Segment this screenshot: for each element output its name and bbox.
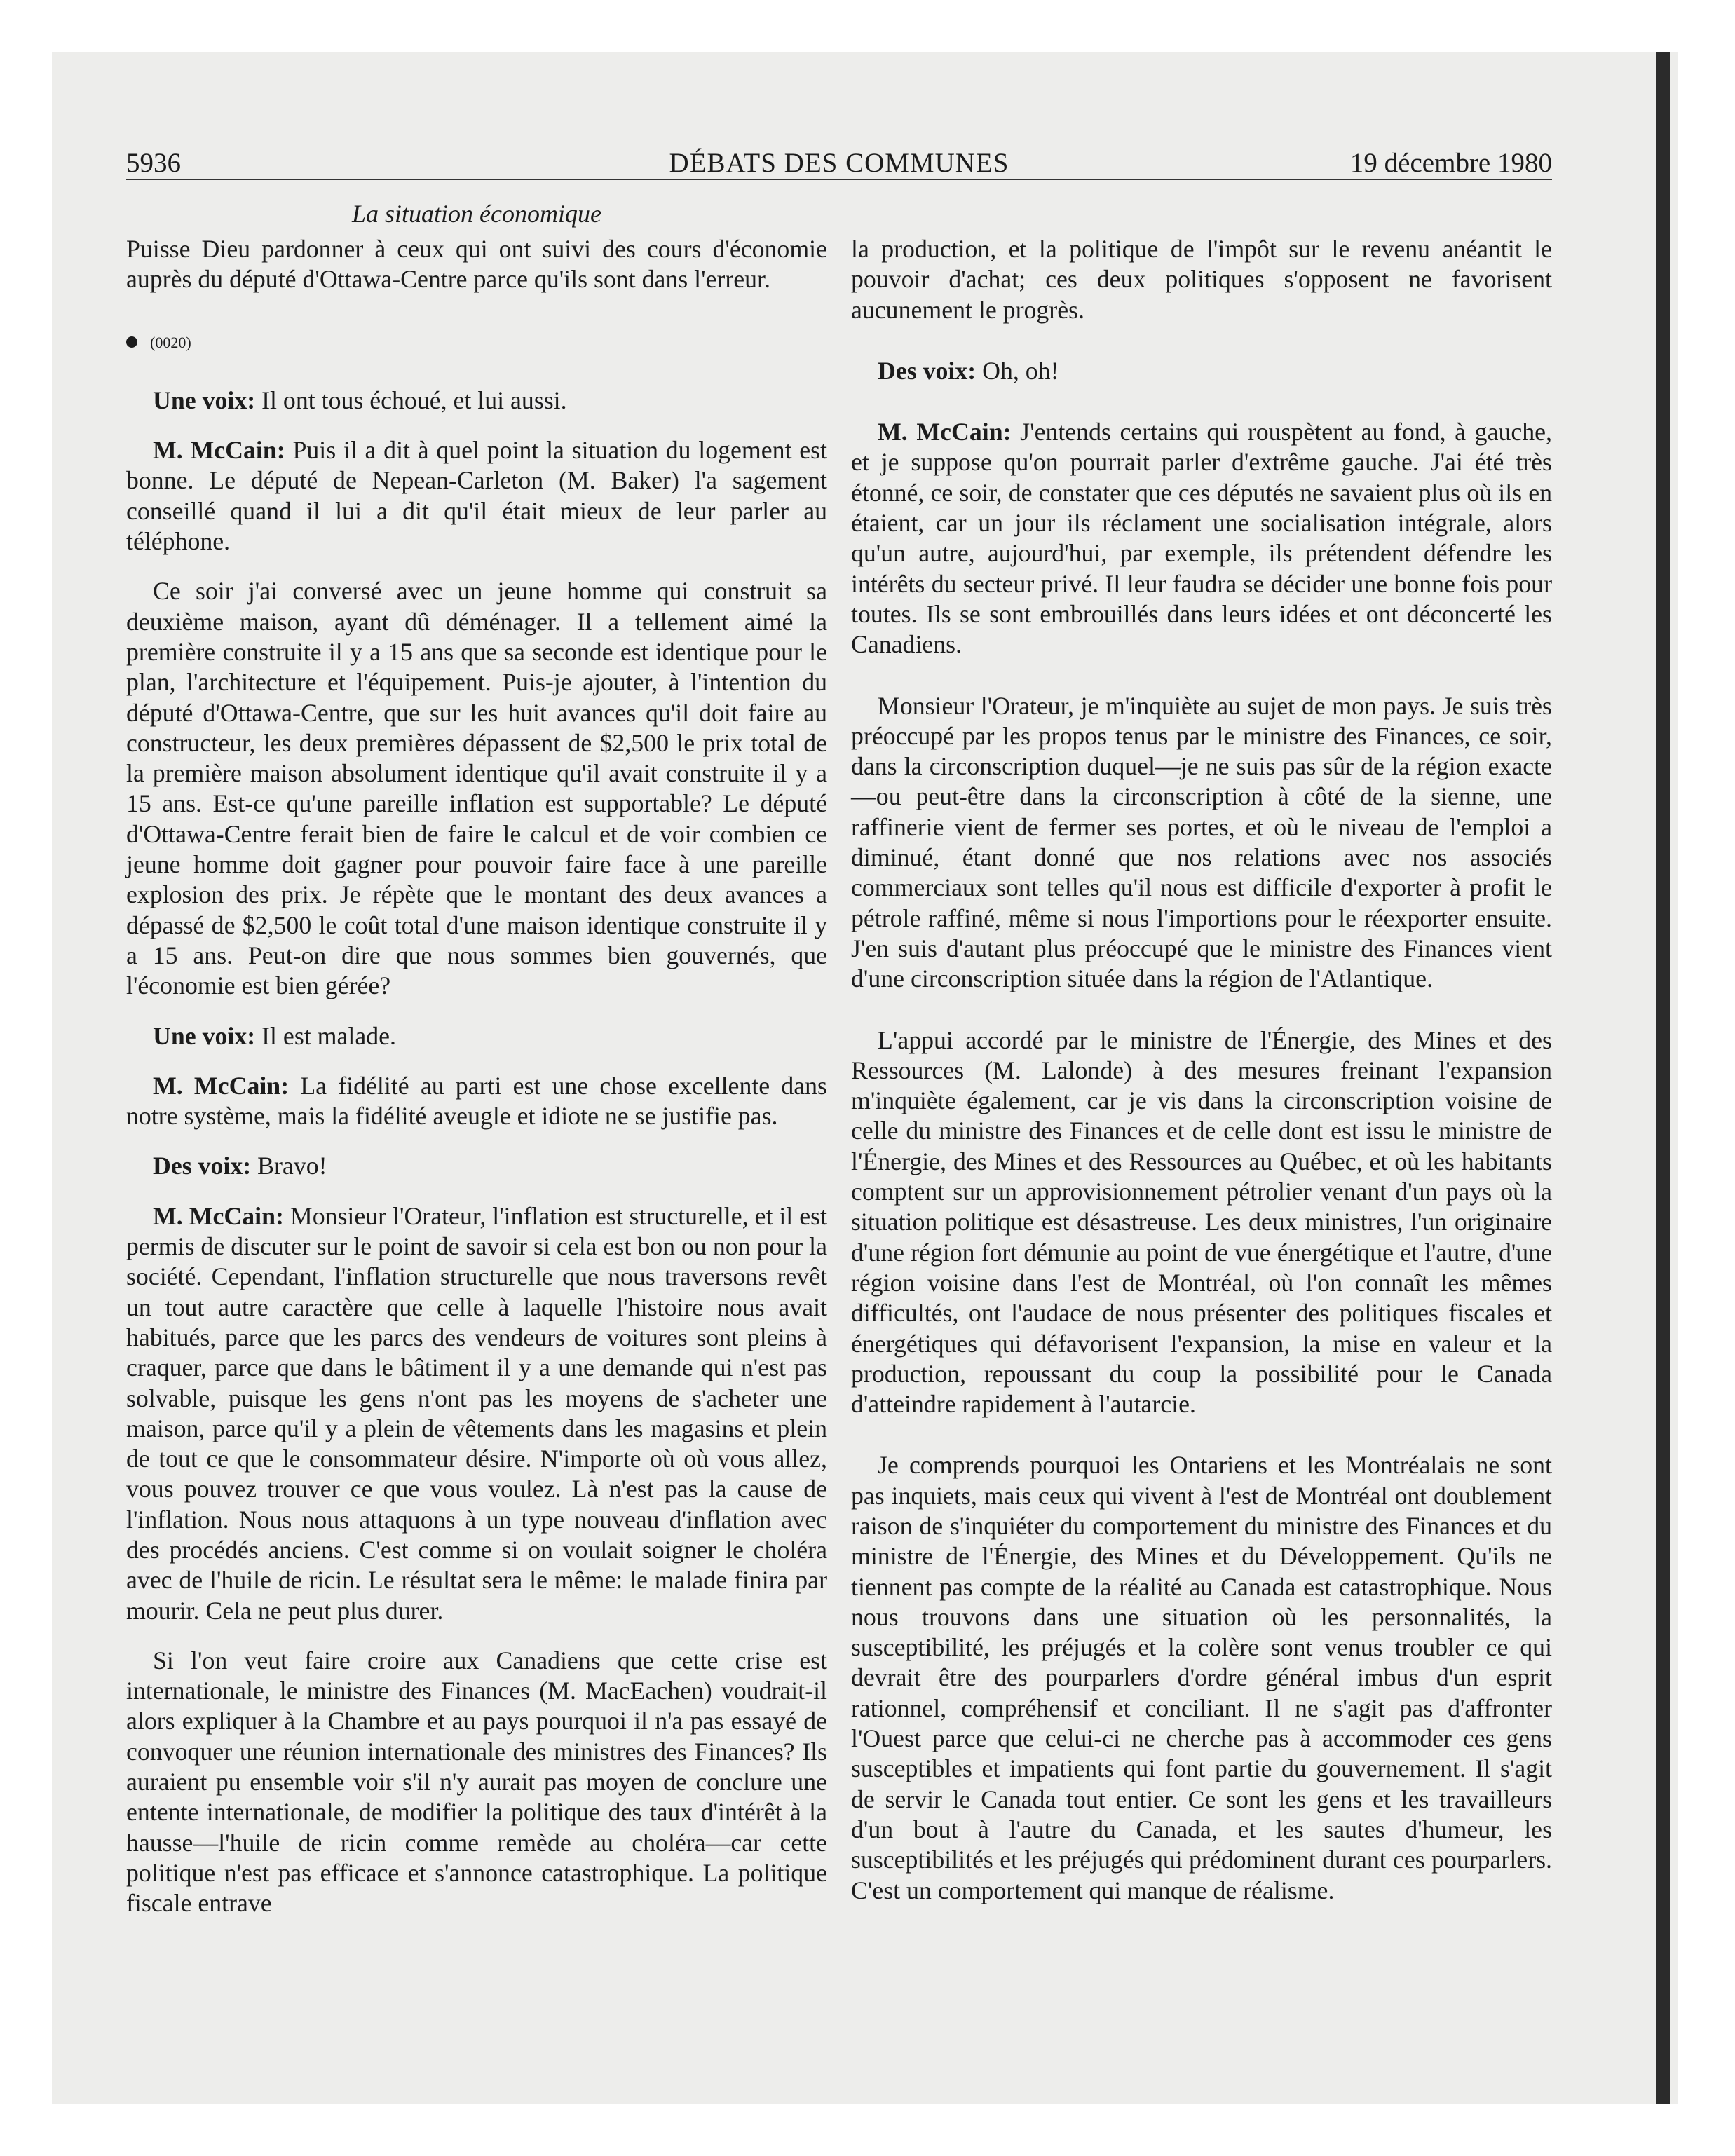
- paragraph: Puisse Dieu pardonner à ceux qui ont suivi des cours d'économie auprès du député d'Ottawa-Centre parce qu'ils sont dans l'erreur.: [126, 235, 827, 294]
- time-marker-label: (0020): [150, 333, 191, 351]
- speech-text: Il est malade.: [255, 1021, 396, 1050]
- paragraph: [126, 1201, 827, 1626]
- speech-text: La fidélité au parti est une chose excellente dans notre système, mais la fidélité aveugle et idiote ne se justifie pas.: [126, 1071, 827, 1131]
- paragraph: [126, 1021, 827, 1051]
- paragraph: [126, 1151, 827, 1181]
- paragraph: Monsieur l'Orateur, je m'inquiète au sujet de mon pays. Je suis très préoccupé par les propos tenus par le ministre des Finances, ce soir, dans la circonscription duquel—je ne suis pas sûr de la région exacte—ou peut-être dans la circonscription à côté de la sienne, une raffinerie vient de fermer ses portes, et où le niveau de l'emploi a diminué, étant donné que nos relations avec nos associés commerciaux sont telles qu'il nous est difficile d'exporter à profit le pétrole raffiné, même si nous l'importions pour le réexporter ensuite. J'en suis d'autant plus préoccupé que le ministre des Finances vient d'une circonscription située dans la région de l'Atlantique.: [851, 691, 1552, 993]
- running-subject: La situation économique: [352, 200, 601, 228]
- scan-edge-shadow: [1656, 52, 1670, 2104]
- speech-text: J'entends certains qui rouspètent au fond, à gauche, et je suppose qu'on pourrait parler d'extrême gauche. J'ai été très étonné, ce soir, de constater que ces députés ne savaient plus où ils en étaient, car un jour ils réclament une socialisation intégrale, alors qu'un autre, aujourd'hui, par exemple, ils prétendent défendre les intérêts du secteur privé. Il leur faudra se décider une bonne fois pour toutes. Ils se sont embrouillés dans leurs idées et ont déconcerté les Canadiens.: [851, 418, 1552, 659]
- paragraph: [851, 356, 1552, 386]
- speaker-name: M. McCain:: [878, 418, 1012, 446]
- paragraph: [126, 386, 827, 416]
- page-header: [126, 144, 1552, 184]
- speaker-name: Des voix:: [153, 1152, 252, 1180]
- speaker-name: M. McCain:: [153, 436, 285, 465]
- speaker-name: M. McCain:: [153, 1201, 284, 1230]
- paragraph: la production, et la politique de l'impôt sur le revenu anéantit le pouvoir d'achat; ces deux politiques s'opposent ne favorisent aucunement le progrès.: [851, 235, 1552, 324]
- speaker-name: Des voix:: [878, 356, 977, 385]
- journal-title: DÉBATS DES COMMUNES: [669, 148, 1009, 178]
- bullet-icon: [126, 336, 137, 348]
- paragraph: Ce soir j'ai conversé avec un jeune homme qui construit sa deuxième maison, ayant dû déménager. Il a tellement aimé la première construite il y a 15 ans que sa seconde est identique pour le plan, l'architecture et l'équipement. Puis-je ajouter, à l'intention du député d'Ottawa-Centre, que sur les huit avances qu'il doit faire au constructeur, les deux premières dépassent de $2,500 le prix total de la première maison absolument identique qu'il avait construite il y a 15 ans. Est-ce qu'une pareille inflation est supportable? Le député d'Ottawa-Centre ferait bien de faire le calcul et de voir combien ce jeune homme doit gagner pour pouvoir faire face à une pareille explosion des prix. Je répète que le montant des deux avances a dépassé de $2,500 le coût total d'une maison identique construite il y a 15 ans. Peut-on dire que nous sommes bien gouvernés, que l'économie est bien gérée?: [126, 577, 827, 1000]
- paragraph: Je comprends pourquoi les Ontariens et les Montréalais ne sont pas inquiets, mais ceux qui vivent à l'est de Montréal ont doublement raison de s'inquiéter du comportement du ministre des Finances et du ministre de l'Énergie, des Mines et du Développement. Qu'ils ne tiennent pas compte de la réalité au Canada est catastrophique. Nous nous trouvons dans une situation où les personnalités, la susceptibilité, les préjugés et la colère sont venus troubler ce qui devrait être des pourparlers d'ordre général imbus d'un esprit rationnel, compréhensif et conciliant. Il ne s'agit pas d'affronter l'Ouest parce que celui-ci ne cherche pas à accommoder ces gens susceptibles et impatients qui font partie du gouvernement. Il s'agit de servir le Canada tout entier. Ce sont les gens et les travailleurs d'un bout à l'autre du Canada, et les sautes d'humeur, les susceptibilités et les préjugés qui prédominent durant ces pourparlers. C'est un comportement qui manque de réalisme.: [851, 1451, 1552, 1904]
- time-marker: [126, 327, 827, 357]
- speaker-name: Une voix:: [153, 386, 256, 414]
- page-number: 5936: [126, 148, 181, 178]
- speaker-name: M. McCain:: [153, 1071, 290, 1100]
- page-date: 19 décembre 1980: [1349, 148, 1552, 178]
- left-column: [126, 234, 827, 1939]
- speech-text: Il ont tous échoué, et lui aussi.: [255, 386, 567, 414]
- speech-text: Puis il a dit à quel point la situation du logement est bonne. Le député de Nepean-Carleton (M. Baker) l'a sagement conseillé quand il lui a dit qu'il était mieux de leur parler au téléphone.: [126, 436, 827, 556]
- header-rule: [126, 179, 1552, 180]
- speech-text: Bravo!: [251, 1152, 327, 1180]
- speech-text: Oh, oh!: [976, 356, 1059, 385]
- right-column: [851, 234, 1552, 1925]
- paragraph: L'appui accordé par le ministre de l'Énergie, des Mines et des Ressources (M. Lalonde) à des mesures freinant l'expansion m'inquiète également, car je vis dans la circonscription voisine de celle du ministre des Finances et de celle dont est issu le ministre de l'Énergie, des Mines et des Ressources au Québec, et où les habitants comptent sur un approvisionnement pétrolier venant d'un pays où la situation politique est désastreuse. Les deux ministres, l'un originaire d'une région fort démunie au point de vue énergétique et l'autre, d'une région voisine dans l'est de Montréal, où l'on connaît les mêmes difficultés, ont l'audace de nous présenter des politiques fiscales et énergétiques qui défavorisent l'expansion, la mise en valeur et la production, repoussant du coup la possibilité pour le Canada d'atteindre rapidement à l'autarcie.: [851, 1025, 1552, 1419]
- paragraph: Si l'on veut faire croire aux Canadiens que cette crise est internationale, le ministre des Finances (M. MacEachen) voudrait-il alors expliquer à la Chambre et au pays pourquoi il n'a pas essayé de convoquer une réunion internationale des ministres des Finances? Ils auraient pu ensemble voir s'il n'y aurait pas moyen de conclure une entente internationale, de modifier la politique des taux d'intérêt à la hausse—l'huile de ricin comme remède au choléra—car cette politique n'est pas efficace et s'annonce catastrophique. La politique fiscale entrave: [126, 1646, 827, 1918]
- paragraph: [851, 417, 1552, 660]
- paragraph: [126, 1071, 827, 1132]
- speaker-name: Une voix:: [153, 1021, 256, 1050]
- paragraph: [126, 435, 827, 557]
- speech-text: Monsieur l'Orateur, l'inflation est structurelle, et il est permis de discuter sur le point de savoir si cela est bon ou non pour la société. Cependant, l'inflation structurelle que nous traversons revêt un tout autre caractère que celle à laquelle l'histoire nous avait habitués, parce que les parcs des vendeurs de voitures sont pleins à craquer, parce que dans le bâtiment il y a une demande qui n'est pas solvable, puisque les gens n'ont pas les moyens de s'acheter une maison, parce qu'il y a plein de vêtements dans les magasins et plein de tout ce que le consommateur désire. N'importe où où vous allez, vous pouvez trouver ce que vous voulez. Là n'est pas la cause de l'inflation. Nous nous attaquons à un type nouveau d'inflation avec des procédés anciens. C'est comme si on voulait soigner le choléra avec de l'huile de ricin. Le résultat sera le même: le malade finira par mourir. Cela ne peut plus durer.: [126, 1201, 827, 1625]
